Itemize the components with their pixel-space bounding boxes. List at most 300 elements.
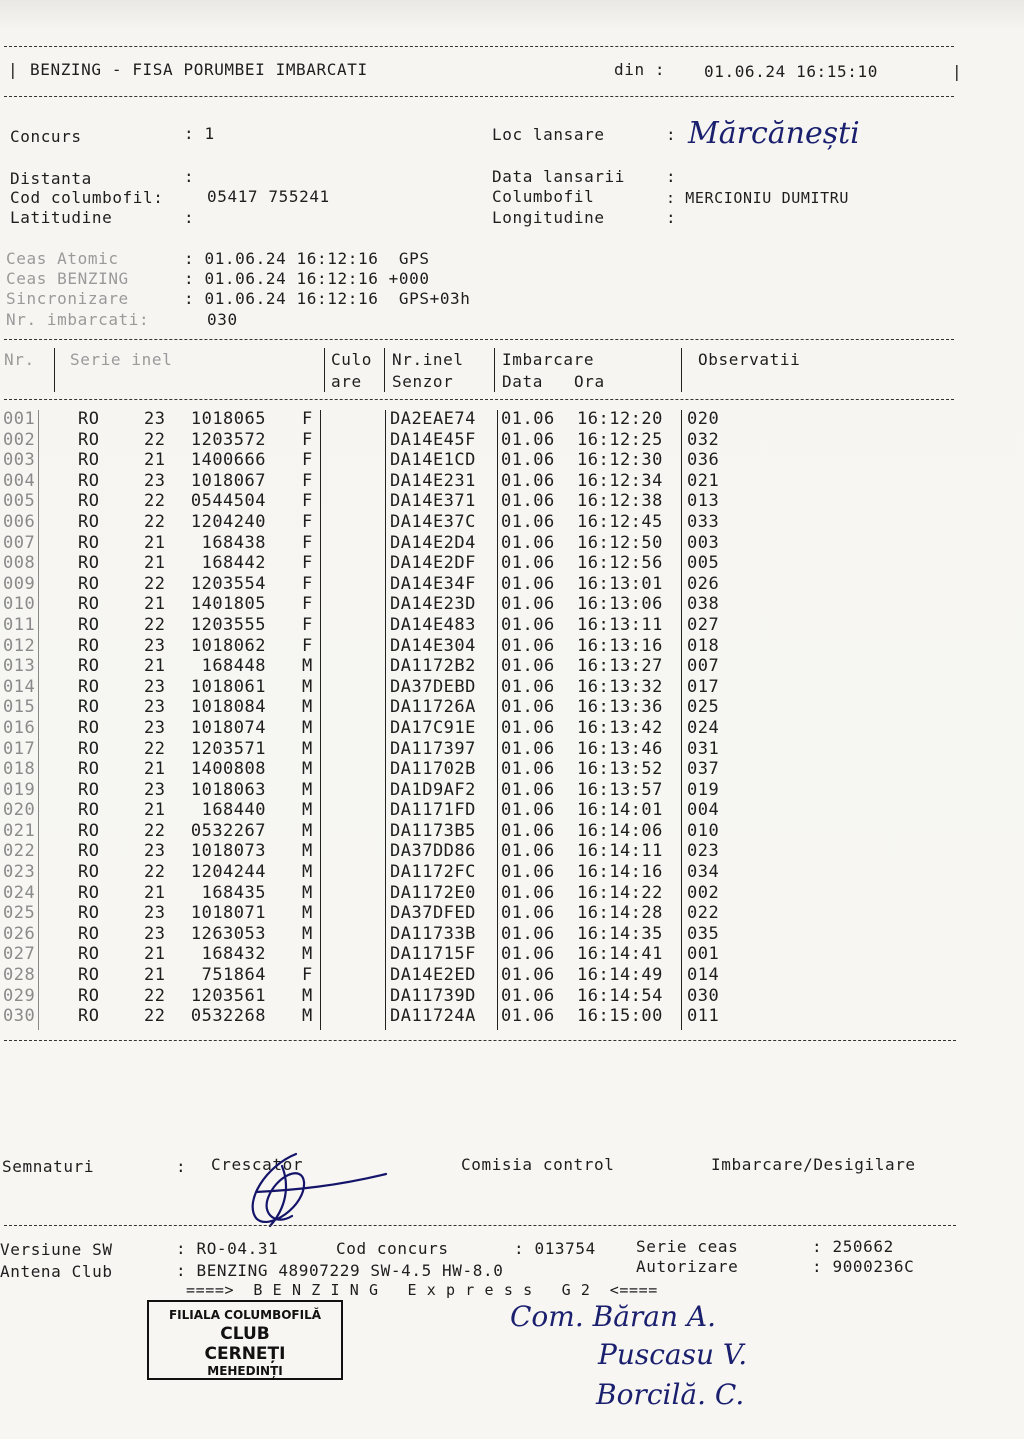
- cell-obs: 004: [687, 800, 720, 821]
- cell-year: 23: [144, 841, 166, 862]
- cod-concurs-value: : 013754: [514, 1239, 596, 1258]
- cell-sensor: DA14E34F: [390, 573, 476, 594]
- cell-time: 16:13:36: [577, 697, 663, 718]
- cell-country: RO: [78, 573, 100, 594]
- cell-num: 1018074: [190, 717, 266, 738]
- cell-year: 23: [144, 697, 166, 718]
- table-header-divider: [4, 399, 954, 400]
- cell-obs: 018: [687, 635, 720, 656]
- cell-sensor: DA14E37C: [390, 511, 476, 532]
- table-body: [0, 409, 960, 1027]
- footer-top-divider: [4, 1225, 956, 1226]
- table-row: [0, 883, 960, 904]
- cell-year: 23: [144, 676, 166, 697]
- cell-num: 0544504: [190, 491, 266, 512]
- distanta-label: Distanta: [10, 169, 92, 188]
- cell-obs: 003: [687, 532, 720, 553]
- cell-nr: 006: [3, 511, 36, 532]
- nr-imbarcati-value: 030: [207, 310, 238, 329]
- ceas-atomic-value: : 01.06.24 16:12:16 GPS: [184, 249, 430, 268]
- cell-sex: F: [302, 635, 313, 656]
- cell-sensor: DA14E2ED: [390, 965, 476, 986]
- cell-num: 1203571: [190, 738, 266, 759]
- cell-sex: M: [302, 985, 313, 1006]
- serie-ceas-label: Serie ceas: [636, 1237, 739, 1256]
- cell-obs: 026: [687, 573, 720, 594]
- cod-columbofil-value: 05417 755241: [207, 187, 330, 206]
- cell-sex: M: [302, 862, 313, 883]
- cell-country: RO: [78, 635, 100, 656]
- cell-date: 01.06: [501, 635, 555, 656]
- loc-lansare-label: Loc lansare: [492, 125, 605, 144]
- cell-num: 168435: [201, 882, 266, 903]
- cell-sex: F: [302, 614, 313, 635]
- cell-sex: M: [302, 903, 313, 924]
- cell-year: 22: [144, 511, 166, 532]
- cell-year: 22: [144, 573, 166, 594]
- loc-lansare-colon: :: [666, 125, 677, 144]
- cell-num: 1203572: [190, 429, 266, 450]
- cell-sensor: DA117397: [390, 738, 476, 759]
- cell-num: 1203561: [190, 985, 266, 1006]
- cell-nr: 016: [3, 717, 36, 738]
- stamp-line-4: MEHEDINȚI: [207, 1364, 283, 1378]
- cell-year: 21: [144, 759, 166, 780]
- cell-sensor: DA14E2D4: [390, 532, 476, 553]
- cell-country: RO: [78, 759, 100, 780]
- cell-sex: M: [302, 841, 313, 862]
- cell-time: 16:12:34: [577, 470, 663, 491]
- data-lansarii-label: Data lansarii: [492, 167, 626, 186]
- cell-year: 23: [144, 470, 166, 491]
- cell-sensor: DA14E2DF: [390, 553, 476, 574]
- cell-date: 01.06: [501, 759, 555, 780]
- cell-obs: 021: [687, 470, 720, 491]
- col-header-nrinel-2: Senzor: [392, 372, 454, 391]
- columbofil-value: : MERCIONIU DUMITRU: [666, 189, 849, 207]
- cell-sex: M: [302, 1006, 313, 1027]
- cell-obs: 027: [687, 614, 720, 635]
- cell-obs: 024: [687, 717, 720, 738]
- table-row: [0, 677, 960, 698]
- cell-year: 21: [144, 965, 166, 986]
- cell-sensor: DA11724A: [390, 1006, 476, 1027]
- cod-concurs-label: Cod concurs: [336, 1239, 449, 1258]
- cell-num: 168438: [201, 532, 266, 553]
- cell-sensor: DA11715F: [390, 944, 476, 965]
- cell-sex: M: [302, 923, 313, 944]
- cell-num: 1018084: [190, 697, 266, 718]
- cell-country: RO: [78, 450, 100, 471]
- cell-num: 168442: [201, 553, 266, 574]
- latitudine-value: :: [184, 208, 195, 227]
- table-row: [0, 409, 960, 430]
- cell-sensor: DA17C91E: [390, 717, 476, 738]
- cell-date: 01.06: [501, 800, 555, 821]
- cell-year: 23: [144, 409, 166, 429]
- table-row: [0, 1006, 960, 1027]
- cell-country: RO: [78, 985, 100, 1006]
- cell-date: 01.06: [501, 573, 555, 594]
- cell-nr: 018: [3, 759, 36, 780]
- cell-time: 16:14:41: [577, 944, 663, 965]
- semnaturi-label: Semnaturi: [2, 1157, 95, 1176]
- cell-country: RO: [78, 903, 100, 924]
- cell-num: 1401805: [190, 594, 266, 615]
- cell-year: 21: [144, 450, 166, 471]
- cell-nr: 011: [3, 614, 36, 635]
- cell-sensor: DA11739D: [390, 985, 476, 1006]
- cell-time: 16:12:50: [577, 532, 663, 553]
- table-row: [0, 430, 960, 451]
- cell-sensor: DA1171FD: [390, 800, 476, 821]
- table-row: [0, 533, 960, 554]
- cell-year: 21: [144, 882, 166, 903]
- cell-obs: 005: [687, 553, 720, 574]
- cell-sex: M: [302, 779, 313, 800]
- table-row: [0, 862, 960, 883]
- cell-obs: 022: [687, 903, 720, 924]
- cell-date: 01.06: [501, 409, 555, 429]
- cell-sensor: DA14E23D: [390, 594, 476, 615]
- cell-num: 1018073: [190, 841, 266, 862]
- cell-obs: 036: [687, 450, 720, 471]
- committee-signature-1: Com. Băran A.: [510, 1300, 717, 1333]
- sincronizare-label: Sincronizare: [6, 289, 129, 308]
- table-row: [0, 574, 960, 595]
- col-header-serie: Serie inel: [70, 350, 173, 369]
- cell-obs: 017: [687, 676, 720, 697]
- cell-time: 16:14:54: [577, 985, 663, 1006]
- cell-date: 01.06: [501, 614, 555, 635]
- cell-sex: M: [302, 656, 313, 677]
- cell-date: 01.06: [501, 944, 555, 965]
- cell-time: 16:14:22: [577, 882, 663, 903]
- cell-year: 22: [144, 1006, 166, 1027]
- col-header-imbarcare: Imbarcare: [502, 350, 595, 369]
- cell-time: 16:12:38: [577, 491, 663, 512]
- cell-time: 16:12:56: [577, 553, 663, 574]
- cell-sensor: DA11733B: [390, 923, 476, 944]
- cell-obs: 038: [687, 594, 720, 615]
- col-header-nr: Nr.: [4, 350, 35, 369]
- cell-num: 1203554: [190, 573, 266, 594]
- cell-obs: 014: [687, 965, 720, 986]
- cell-year: 21: [144, 656, 166, 677]
- cell-obs: 035: [687, 923, 720, 944]
- cell-sex: M: [302, 676, 313, 697]
- cell-year: 23: [144, 635, 166, 656]
- cell-obs: 019: [687, 779, 720, 800]
- header-sep-nrinel: [384, 348, 385, 392]
- cell-nr: 002: [3, 429, 36, 450]
- cell-sex: F: [302, 965, 313, 986]
- cell-nr: 024: [3, 882, 36, 903]
- cell-num: 0532267: [190, 820, 266, 841]
- cell-date: 01.06: [501, 985, 555, 1006]
- cell-country: RO: [78, 738, 100, 759]
- cell-sensor: DA14E45F: [390, 429, 476, 450]
- cell-sensor: DA1172E0: [390, 882, 476, 903]
- header-right-border: |: [952, 62, 963, 81]
- cell-obs: 007: [687, 656, 720, 677]
- cell-num: 1018062: [190, 635, 266, 656]
- cell-sex: F: [302, 450, 313, 471]
- concurs-value: : 1: [184, 124, 215, 143]
- table-row: [0, 450, 960, 471]
- cell-time: 16:12:20: [577, 409, 663, 429]
- cell-date: 01.06: [501, 779, 555, 800]
- cell-nr: 029: [3, 985, 36, 1006]
- table-row: [0, 512, 960, 533]
- cell-date: 01.06: [501, 450, 555, 471]
- cell-time: 16:12:30: [577, 450, 663, 471]
- header-bottom-divider: [4, 96, 954, 97]
- latitudine-label: Latitudine: [10, 208, 113, 227]
- cell-country: RO: [78, 820, 100, 841]
- table-row: [0, 739, 960, 760]
- cell-time: 16:12:45: [577, 511, 663, 532]
- club-stamp: [147, 1300, 343, 1380]
- imbarcare-desigilare-label: Imbarcare/Desigilare: [711, 1155, 916, 1174]
- cell-country: RO: [78, 965, 100, 986]
- longitudine-label: Longitudine: [492, 208, 605, 227]
- cell-date: 01.06: [501, 429, 555, 450]
- cell-num: 168440: [201, 800, 266, 821]
- cell-nr: 019: [3, 779, 36, 800]
- semnaturi-colon: :: [176, 1157, 187, 1176]
- table-row: [0, 471, 960, 492]
- table-row: [0, 965, 960, 986]
- cell-year: 22: [144, 614, 166, 635]
- cell-sex: M: [302, 800, 313, 821]
- cell-nr: 026: [3, 923, 36, 944]
- cell-date: 01.06: [501, 841, 555, 862]
- cell-year: 23: [144, 923, 166, 944]
- cell-obs: 023: [687, 841, 720, 862]
- cell-date: 01.06: [501, 676, 555, 697]
- cell-sex: F: [302, 511, 313, 532]
- cell-year: 22: [144, 429, 166, 450]
- cell-nr: 008: [3, 553, 36, 574]
- cell-time: 16:14:01: [577, 800, 663, 821]
- cell-date: 01.06: [501, 491, 555, 512]
- cell-country: RO: [78, 676, 100, 697]
- header-sep-culoare: [324, 348, 325, 392]
- cell-year: 21: [144, 532, 166, 553]
- stamp-line-1: FILIALA COLUMBOFILĂ: [168, 1308, 322, 1322]
- cell-year: 23: [144, 779, 166, 800]
- cell-year: 22: [144, 820, 166, 841]
- crescator-signature: [226, 1146, 396, 1236]
- cell-obs: 010: [687, 820, 720, 841]
- cell-year: 22: [144, 738, 166, 759]
- cell-sensor: DA37DEBD: [390, 676, 476, 697]
- cell-sensor: DA1172FC: [390, 862, 476, 883]
- cell-nr: 022: [3, 841, 36, 862]
- committee-signature-2: Puscasu V.: [598, 1338, 748, 1371]
- cell-time: 16:13:52: [577, 759, 663, 780]
- table-row: [0, 594, 960, 615]
- table-row: [0, 903, 960, 924]
- cell-country: RO: [78, 532, 100, 553]
- cell-nr: 028: [3, 965, 36, 986]
- cell-sensor: DA1D9AF2: [390, 779, 476, 800]
- autorizare-label: Autorizare: [636, 1257, 739, 1276]
- cell-date: 01.06: [501, 923, 555, 944]
- table-row: [0, 986, 960, 1007]
- cell-num: 1018067: [190, 470, 266, 491]
- cell-time: 16:14:11: [577, 841, 663, 862]
- cell-nr: 017: [3, 738, 36, 759]
- cell-country: RO: [78, 841, 100, 862]
- cell-time: 16:13:01: [577, 573, 663, 594]
- cell-time: 16:14:06: [577, 820, 663, 841]
- antena-club-label: Antena Club: [0, 1262, 113, 1281]
- cell-num: 1400808: [190, 759, 266, 780]
- cell-obs: 020: [687, 409, 720, 429]
- cell-time: 16:13:46: [577, 738, 663, 759]
- cell-num: 168448: [201, 656, 266, 677]
- cell-country: RO: [78, 923, 100, 944]
- cell-obs: 032: [687, 429, 720, 450]
- cell-sex: F: [302, 553, 313, 574]
- cell-country: RO: [78, 697, 100, 718]
- cell-country: RO: [78, 862, 100, 883]
- cell-country: RO: [78, 553, 100, 574]
- header-sep-imbarcare: [494, 348, 495, 392]
- cell-sensor: DA11702B: [390, 759, 476, 780]
- cell-obs: 034: [687, 862, 720, 883]
- cell-time: 16:13:57: [577, 779, 663, 800]
- nr-imbarcati-label: Nr. imbarcati:: [6, 310, 150, 329]
- cell-nr: 015: [3, 697, 36, 718]
- comisia-control-label: Comisia control: [461, 1155, 615, 1174]
- table-bottom-divider: [4, 1040, 956, 1041]
- versiune-sw-value: : RO-04.31: [176, 1239, 279, 1258]
- cell-nr: 014: [3, 676, 36, 697]
- cell-num: 168432: [201, 944, 266, 965]
- cell-sensor: DA37DD86: [390, 841, 476, 862]
- table-row: [0, 759, 960, 780]
- cell-time: 16:13:06: [577, 594, 663, 615]
- cell-obs: 030: [687, 985, 720, 1006]
- cell-num: 1018063: [190, 779, 266, 800]
- cell-nr: 012: [3, 635, 36, 656]
- cell-year: 21: [144, 553, 166, 574]
- cell-sex: M: [302, 697, 313, 718]
- cell-nr: 003: [3, 450, 36, 471]
- table-row: [0, 636, 960, 657]
- cell-country: RO: [78, 614, 100, 635]
- cell-sex: F: [302, 532, 313, 553]
- cell-country: RO: [78, 429, 100, 450]
- table-row: [0, 821, 960, 842]
- header-title: BENZING - FISA PORUMBEI IMBARCATI: [30, 60, 368, 79]
- cell-num: 751864: [201, 965, 266, 986]
- cell-time: 16:14:16: [577, 862, 663, 883]
- cell-time: 16:13:16: [577, 635, 663, 656]
- cod-columbofil-label: Cod columbofil:: [10, 188, 164, 207]
- cell-nr: 010: [3, 594, 36, 615]
- cell-time: 16:14:35: [577, 923, 663, 944]
- benzing-express-line: ====> B E N Z I N G E x p r e s s G 2 <====: [186, 1281, 658, 1299]
- cell-country: RO: [78, 800, 100, 821]
- cell-time: 16:15:00: [577, 1006, 663, 1027]
- cell-num: 1018061: [190, 676, 266, 697]
- cell-time: 16:12:25: [577, 429, 663, 450]
- stamp-line-2: CLUB: [220, 1324, 270, 1344]
- cell-obs: 011: [687, 1006, 720, 1027]
- ceas-atomic-label: Ceas Atomic: [6, 249, 119, 268]
- table-row: [0, 491, 960, 512]
- cell-sensor: DA14E304: [390, 635, 476, 656]
- cell-year: 21: [144, 944, 166, 965]
- cell-time: 16:13:27: [577, 656, 663, 677]
- cell-date: 01.06: [501, 717, 555, 738]
- cell-year: 21: [144, 800, 166, 821]
- table-row: [0, 944, 960, 965]
- col-header-culoare-1: Culo: [331, 350, 372, 369]
- header-sep-observatii: [681, 348, 682, 392]
- versiune-sw-label: Versiune SW: [0, 1240, 113, 1259]
- cell-year: 22: [144, 862, 166, 883]
- cell-nr: 001: [3, 409, 36, 429]
- table-row: [0, 800, 960, 821]
- cell-date: 01.06: [501, 882, 555, 903]
- cell-country: RO: [78, 594, 100, 615]
- cell-num: 1018071: [190, 903, 266, 924]
- sincronizare-value: : 01.06.24 16:12:16 GPS+03h: [184, 289, 471, 308]
- cell-country: RO: [78, 717, 100, 738]
- cell-obs: 013: [687, 491, 720, 512]
- table-top-divider: [4, 339, 954, 340]
- cell-nr: 020: [3, 800, 36, 821]
- cell-time: 16:14:28: [577, 903, 663, 924]
- crescator-label: Crescator: [211, 1155, 304, 1174]
- cell-sensor: DA11726A: [390, 697, 476, 718]
- cell-date: 01.06: [501, 903, 555, 924]
- columbofil-label: Columbofil: [492, 187, 595, 206]
- cell-num: 1018065: [190, 409, 266, 429]
- cell-country: RO: [78, 944, 100, 965]
- header-din-label: din :: [614, 60, 666, 79]
- cell-nr: 013: [3, 656, 36, 677]
- cell-num: 1203555: [190, 614, 266, 635]
- cell-year: 23: [144, 717, 166, 738]
- cell-sex: M: [302, 738, 313, 759]
- cell-year: 22: [144, 491, 166, 512]
- cell-sensor: DA1173B5: [390, 820, 476, 841]
- col-header-ora: Ora: [574, 372, 605, 391]
- cell-nr: 004: [3, 470, 36, 491]
- cell-date: 01.06: [501, 862, 555, 883]
- cell-nr: 007: [3, 532, 36, 553]
- autorizare-value: : 9000236C: [812, 1257, 915, 1276]
- cell-num: 1400666: [190, 450, 266, 471]
- antena-club-value: : BENZING 48907229 SW-4.5 HW-8.0: [176, 1261, 504, 1280]
- table-row: [0, 718, 960, 739]
- serie-ceas-value: : 250662: [812, 1237, 894, 1256]
- cell-num: 1204240: [190, 511, 266, 532]
- cell-sex: F: [302, 491, 313, 512]
- cell-country: RO: [78, 1006, 100, 1027]
- ceas-benzing-label: Ceas BENZING: [6, 269, 129, 288]
- cell-time: 16:13:11: [577, 614, 663, 635]
- cell-sex: M: [302, 820, 313, 841]
- cell-date: 01.06: [501, 511, 555, 532]
- cell-obs: 025: [687, 697, 720, 718]
